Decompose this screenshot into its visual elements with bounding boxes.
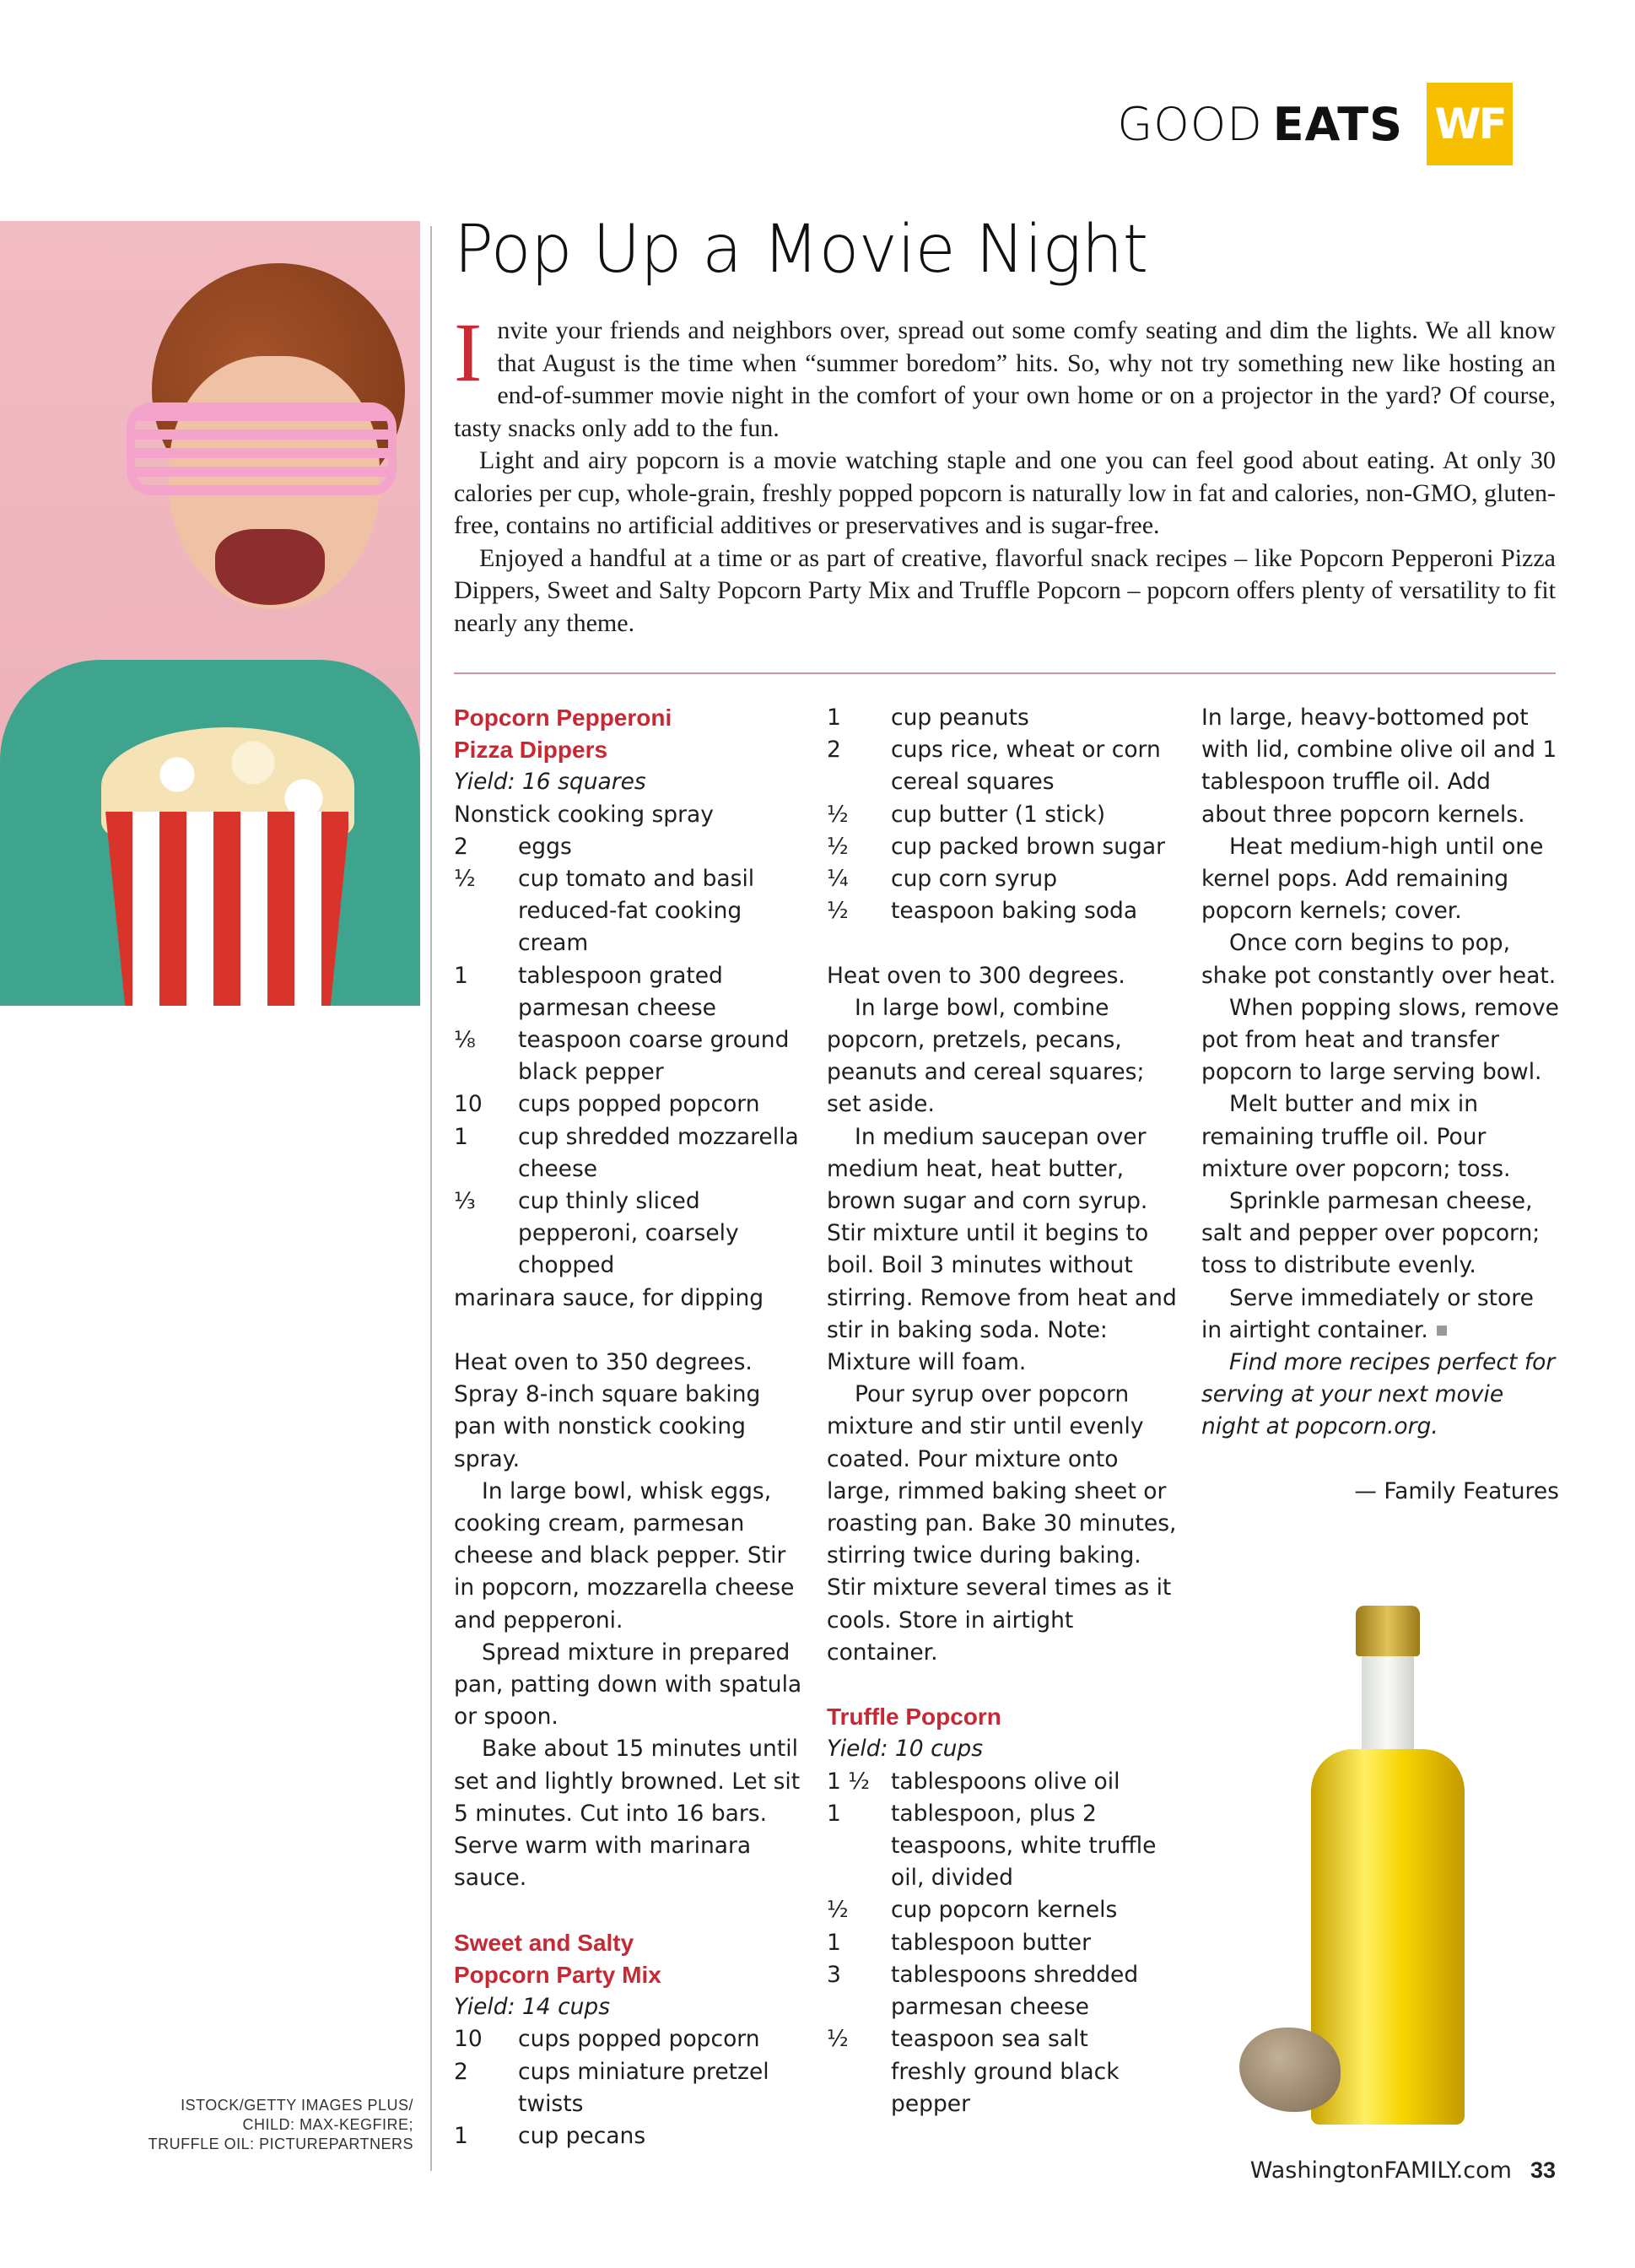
- ingredient-text: teaspoon sea salt: [891, 2026, 1088, 2053]
- ingredient-text: cup thinly sliced pepperoni, coarsely chopped: [518, 1188, 739, 1279]
- ingredient-qty: 1 ½: [827, 1768, 870, 1795]
- recipe-step: Heat medium-high until one kernel pops. Add remaining popcorn kernels; cover.: [1201, 833, 1544, 925]
- ingredient: [454, 1185, 808, 1282]
- ingredient-post: marinara sauce, for dipping: [454, 1284, 764, 1311]
- recipe-step: In large bowl, whisk eggs, cooking cream, parmesan cheese and black pepper. Stir in popcorn, mozzarella cheese and pepperoni.: [454, 1477, 795, 1634]
- ingredient-qty: ½: [827, 2026, 849, 2053]
- recipe-title-pizza-dippers-line2: Pizza Dippers: [454, 737, 608, 764]
- section-title-light: GOOD: [1117, 97, 1263, 151]
- shutter-glasses: [127, 402, 397, 495]
- ingredient: [827, 2056, 1181, 2120]
- ingredient-qty: ½: [454, 866, 476, 893]
- intro-paragraph-1: [454, 305, 1556, 445]
- ingredient-qty: 1: [454, 2122, 468, 2149]
- popcorn-bucket: [105, 812, 350, 1006]
- ingredient: [827, 1894, 1181, 1926]
- ingredient: [827, 1766, 1181, 1798]
- recipe-column-2: [827, 702, 1181, 2120]
- ingredient: [454, 1088, 808, 1120]
- recipe-step-text: Serve immediately or store in airtight container.: [1201, 1284, 1534, 1343]
- recipe-step: Pour syrup over popcorn mixture and stir until evenly coated. Pour mixture onto large, rimmed baking sheet or roasting pan. Bake 30 minutes, stirring twice during baking. Stir mixture several times as it cools. Store in airtight container.: [827, 1381, 1177, 1666]
- ingredient: [454, 2056, 808, 2120]
- ingredient-qty: ½: [827, 833, 849, 860]
- end-mark-icon: [1437, 1326, 1447, 1336]
- horizontal-divider: [454, 672, 1556, 674]
- ingredient: [454, 863, 808, 960]
- ingredient-qty: ¼: [827, 866, 849, 893]
- bottle-neck: [1362, 1656, 1414, 1758]
- ingredient-qty: ½: [827, 898, 849, 925]
- ingredient: [454, 831, 808, 863]
- recipe-step: Heat oven to 350 degrees. Spray 8-inch square baking pan with nonstick cooking spray.: [454, 1349, 761, 1472]
- child-mouth: [215, 529, 325, 605]
- ingredient-text: teaspoon coarse ground black pepper: [518, 1027, 790, 1086]
- spacer: [827, 927, 1181, 959]
- ingredient-list: [454, 831, 808, 1282]
- truffle: [1239, 2028, 1341, 2112]
- recipe-title-truffle-popcorn: Truffle Popcorn: [827, 1704, 1001, 1731]
- ingredient-text: tablespoon, plus 2 teaspoons, white truffle oil, divided: [891, 1800, 1157, 1892]
- recipe-yield: Yield: 16 squares: [454, 769, 646, 796]
- spacer: [1201, 1444, 1559, 1476]
- ingredient-qty: ½: [827, 801, 849, 828]
- ingredient-text: eggs: [518, 833, 572, 860]
- recipe-step: Spread mixture in prepared pan, patting down with spatula or spoon.: [454, 1639, 802, 1731]
- recipe-step: Sprinkle parmesan cheese, salt and pepper over popcorn; toss to distribute evenly.: [1201, 1188, 1541, 1279]
- more-recipes-note: Find more recipes perfect for serving at your next movie night at popcorn.org.: [1201, 1349, 1556, 1440]
- recipe-title-pizza-dippers-line1: Popcorn Pepperoni: [454, 705, 672, 731]
- child-popcorn-photo: [0, 221, 420, 1006]
- photo-credit: [127, 2096, 413, 2154]
- recipe-title-party-mix-line1: Sweet and Salty: [454, 1929, 634, 1956]
- ingredient-qty: ½: [827, 1897, 849, 1924]
- recipe-column-1: [454, 702, 808, 2152]
- credit-line: ISTOCK/GETTY IMAGES PLUS/: [181, 2097, 413, 2114]
- intro-paragraph-1-text: nvite your friends and neighbors over, spread out some comfy seating and dim the lights. We all know that August is the time when “summer boredom” hits. So, why not try something new like hosting an end-of-summer movie night in the comfort of your own home or on a projector in the yard? Of course, tasty snacks only add to the fun.: [454, 316, 1556, 442]
- ingredient: [827, 895, 1181, 927]
- truffle-oil-photo: [1201, 1568, 1559, 2125]
- recipe-step: Melt butter and mix in remaining truffle oil. Pour mixture over popcorn; toss.: [1201, 1091, 1511, 1182]
- article-intro: [454, 305, 1556, 640]
- ingredient: [827, 831, 1181, 863]
- ingredient-text: cups popped popcorn: [518, 1091, 760, 1118]
- page-footer: [1250, 2157, 1556, 2184]
- ingredient: [454, 1121, 808, 1185]
- ingredient-qty: 1: [454, 962, 468, 989]
- recipe-step: In large bowl, combine popcorn, pretzels, pecans, peanuts and cereal squares; set aside.: [827, 994, 1145, 1118]
- drop-cap: I: [454, 305, 483, 399]
- recipe-step: Once corn begins to pop, shake pot constantly over heat.: [1201, 930, 1557, 989]
- ingredient: [827, 1959, 1181, 2023]
- spacer: [454, 1315, 808, 1347]
- ingredient-text: cups rice, wheat or corn cereal squares: [891, 737, 1161, 796]
- recipe-step: In medium saucepan over medium heat, heat butter, brown sugar and corn syrup. Stir mixture until it begins to boil. Boil 3 minutes without stirring. Remove from heat and stir in baking soda. Note: Mixture will foam.: [827, 1123, 1177, 1376]
- ingredient-qty: ⅛: [454, 1027, 476, 1054]
- recipe-yield: Yield: 10 cups: [827, 1736, 984, 1763]
- recipe-step: Bake about 15 minutes until set and lightly browned. Let sit 5 minutes. Cut into 16 bars. Serve warm with marinara sauce.: [454, 1736, 801, 1892]
- ingredient-text: cup pecans: [518, 2122, 646, 2149]
- section-title-bold: EATS: [1272, 97, 1403, 151]
- spacer: [454, 1895, 808, 1927]
- vertical-divider: [430, 226, 432, 2171]
- ingredient-text: cup peanuts: [891, 705, 1029, 731]
- ingredient: [827, 734, 1181, 798]
- ingredient: [827, 702, 1181, 734]
- footer-site: WashingtonFAMILY.com: [1249, 2157, 1512, 2184]
- recipe-step: In large, heavy-bottomed pot with lid, combine olive oil and 1 tablespoon truffle oil. Add about three popcorn kernels.: [1201, 705, 1557, 828]
- recipe-step: [1201, 1282, 1559, 1347]
- ingredient: [827, 2023, 1181, 2055]
- recipe-step: When popping slows, remove pot from heat and transfer popcorn to large serving bowl.: [1201, 994, 1559, 1086]
- ingredient-text: cup popcorn kernels: [891, 1897, 1118, 1924]
- bottle-cap: [1356, 1606, 1420, 1656]
- section-title: [1117, 98, 1403, 151]
- ingredient: [454, 960, 808, 1024]
- ingredient-text: cup corn syrup: [891, 866, 1058, 893]
- credit-line: TRUFFLE OIL: PICTUREPARTNERS: [148, 2136, 413, 2152]
- ingredient-qty: 1: [827, 705, 841, 731]
- ingredient-qty: 2: [827, 737, 841, 764]
- ingredient: [454, 1024, 808, 1088]
- ingredient: [827, 863, 1181, 895]
- ingredient-qty: 2: [454, 2058, 468, 2085]
- ingredient-text: cup shredded mozzarella cheese: [518, 1123, 799, 1182]
- recipe-title-party-mix-line2: Popcorn Party Mix: [454, 1961, 661, 1988]
- ingredient: [454, 2023, 808, 2055]
- credit-line: CHILD: MAX-KEGFIRE;: [242, 2116, 413, 2133]
- page-number: 33: [1530, 2157, 1556, 2183]
- ingredient-text: teaspoon baking soda: [891, 898, 1138, 925]
- ingredient-text: cup tomato and basil reduced-fat cooking cream: [518, 866, 755, 957]
- ingredient-text: cups miniature pretzel twists: [518, 2058, 769, 2117]
- ingredient-text: tablespoons shredded parmesan cheese: [891, 1961, 1139, 2021]
- ingredient-qty: 10: [454, 1091, 483, 1118]
- ingredient-text: cup butter (1 stick): [891, 801, 1106, 828]
- ingredient-qty: 2: [454, 833, 468, 860]
- recipe-step: Heat oven to 300 degrees.: [827, 962, 1125, 989]
- ingredient-qty: 1: [454, 1123, 468, 1150]
- intro-paragraph-3: Enjoyed a handful at a time or as part of creative, flavorful snack recipes – like Popcorn Pepperoni Pizza Dippers, Sweet and Salty Popcorn Party Mix and Truffle Popcorn – popcorn offers plenty of versatility to fit nearly any theme.: [454, 543, 1556, 637]
- recipe-yield: Yield: 14 cups: [454, 1994, 611, 2021]
- ingredient-text: cups popped popcorn: [518, 2026, 760, 2053]
- ingredient-text: tablespoon butter: [891, 1929, 1091, 1956]
- ingredient-qty: 1: [827, 1929, 841, 1956]
- ingredient-qty: 1: [827, 1800, 841, 1827]
- ingredient-qty: 10: [454, 2026, 483, 2053]
- ingredient-text: cup packed brown sugar: [891, 833, 1165, 860]
- ingredient-text: freshly ground black pepper: [891, 2058, 1120, 2117]
- ingredient: [827, 1927, 1181, 1959]
- ingredient-text: tablespoon grated parmesan cheese: [518, 962, 723, 1021]
- ingredient-qty: ⅓: [454, 1188, 476, 1215]
- ingredient: [454, 2120, 808, 2152]
- article-title: Pop Up a Movie Night: [454, 212, 1148, 288]
- ingredient: [827, 799, 1181, 831]
- wf-logo: WF: [1427, 83, 1513, 165]
- ingredient: [827, 1798, 1181, 1895]
- ingredient-text: tablespoons olive oil: [891, 1768, 1120, 1795]
- byline: — Family Features: [1354, 1477, 1559, 1504]
- section-header: [1117, 83, 1513, 165]
- ingredient-pre: Nonstick cooking spray: [454, 801, 714, 828]
- spacer: [827, 1669, 1181, 1701]
- ingredient-qty: 3: [827, 1961, 841, 1988]
- ingredient-qty: [827, 2056, 891, 2120]
- recipe-column-3: [1201, 702, 1559, 1508]
- intro-paragraph-2: Light and airy popcorn is a movie watching staple and one you can feel good about eating. At only 30 calories per cup, whole-grain, freshly popped popcorn is naturally low in fat and calories, non-GMO, gluten-free, contains no artificial additives or preservatives and is sugar-free.: [454, 446, 1556, 539]
